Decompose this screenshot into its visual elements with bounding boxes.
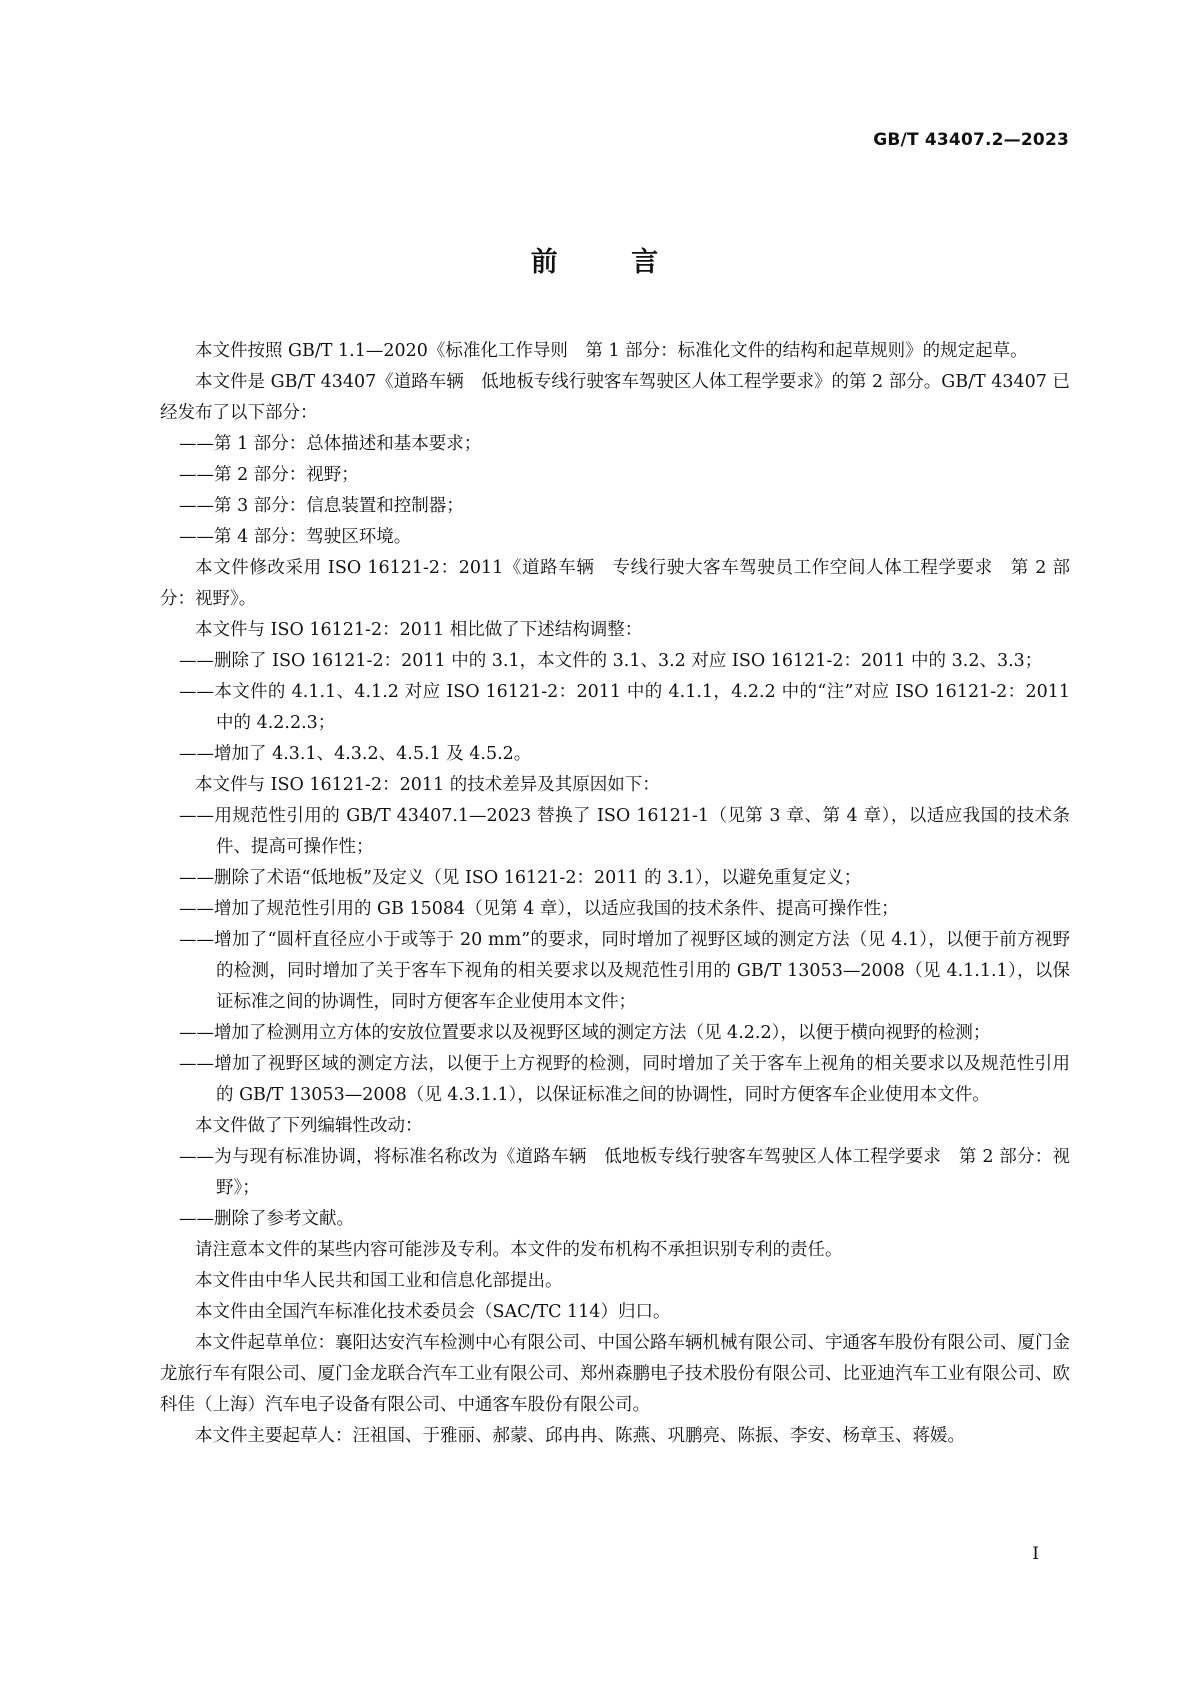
paragraph: 请注意本文件的某些内容可能涉及专利。本文件的发布机构不承担识别专利的责任。 bbox=[195, 1240, 843, 1260]
list-item: ——增加了“圆杆直径应小于或等于 20 mm”的要求，同时增加了视野区域的测定方法（见 4.1），以便于前方视野的检测，同时增加了关于客车下视角的相关要求以及规范性引用的 GB/T 13053—2008（见 4.1.1.1），以保证标准之间的协调性，同时方便客车企业使用本文件； bbox=[179, 930, 1070, 1012]
paragraph: 本文件做了下列编辑性改动： bbox=[195, 1116, 423, 1136]
list-item: ——第 4 部分：驾驶区环境。 bbox=[179, 527, 412, 547]
paragraph: 本文件与 ISO 16121-2：2011 相比做了下述结构调整： bbox=[195, 620, 643, 640]
paragraph: 本文件是 GB/T 43407《道路车辆 低地板专线行驶客车驾驶区人体工程学要求》的第 2 部分。GB/T 43407 已经发布了以下部分： bbox=[160, 372, 1070, 423]
paragraph: 本文件按照 GB/T 1.1—2020《标准化工作导则 第 1 部分：标准化文件的结构和起草规则》的规定起草。 bbox=[195, 341, 1028, 361]
page-title: 前 言 bbox=[530, 247, 661, 278]
list-item: ——增加了视野区域的测定方法，以便于上方视野的检测，同时增加了关于客车上视角的相关要求以及规范性引用的 GB/T 13053—2008（见 4.3.1.1），以保证标准之间的协调性，同时方便客车企业使用本文件。 bbox=[179, 1054, 1070, 1105]
paragraph: 本文件与 ISO 16121-2：2011 的技术差异及其原因如下： bbox=[195, 775, 660, 795]
paragraph: 本文件主要起草人：汪祖国、于雅丽、郝蒙、邱冉冉、陈燕、巩鹏亮、陈振、李安、杨章玉、蒋媛。 bbox=[195, 1426, 965, 1446]
list-item: ——删除了术语“低地板”及定义（见 ISO 16121-2：2011 的 3.1），以避免重复定义； bbox=[179, 868, 862, 888]
paragraph: 本文件由全国汽车标准化技术委员会（SAC/TC 114）归口。 bbox=[195, 1302, 671, 1322]
paragraph: 本文件由中华人民共和国工业和信息化部提出。 bbox=[195, 1271, 563, 1291]
paragraph: 本文件起草单位：襄阳达安汽车检测中心有限公司、中国公路车辆机械有限公司、宇通客车股份有限公司、厦门金龙旅行车有限公司、厦门金龙联合汽车工业有限公司、郑州森鹏电子技术股份有限公司、比亚迪汽车工业有限公司、欧科佳（上海）汽车电子设备有限公司、中通客车股份有限公司。 bbox=[160, 1333, 1070, 1415]
list-item: ——增加了 4.3.1、4.3.2、4.5.1 及 4.5.2。 bbox=[179, 744, 532, 764]
list-item: ——第 1 部分：总体描述和基本要求； bbox=[179, 434, 482, 454]
list-item: ——用规范性引用的 GB/T 43407.1—2023 替换了 ISO 16121-1（见第 3 章、第 4 章），以适应我国的技术条件、提高可操作性； bbox=[179, 806, 1070, 857]
standard-code-header: GB/T 43407.2—2023 bbox=[873, 130, 1069, 150]
list-item: ——本文件的 4.1.1、4.1.2 对应 ISO 16121-2：2011 中的 4.1.1，4.2.2 中的“注”对应 ISO 16121-2：2011 中的 4.2.2.3； bbox=[179, 682, 1070, 733]
list-item: ——删除了参考文献。 bbox=[179, 1209, 354, 1229]
page-number: Ⅰ bbox=[1032, 1544, 1039, 1564]
list-item: ——为与现有标准协调，将标准名称改为《道路车辆 低地板专线行驶客车驾驶区人体工程学要求 第 2 部分：视野》； bbox=[179, 1147, 1070, 1198]
list-item: ——增加了检测用立方体的安放位置要求以及视野区域的测定方法（见 4.2.2），以便于横向视野的检测； bbox=[179, 1023, 991, 1043]
list-item: ——第 2 部分：视野； bbox=[179, 465, 359, 485]
foreword-body bbox=[160, 336, 1070, 1452]
paragraph: 本文件修改采用 ISO 16121-2：2011《道路车辆 专线行驶大客车驾驶员工作空间人体工程学要求 第 2 部分：视野》。 bbox=[160, 558, 1070, 609]
list-item: ——增加了规范性引用的 GB 15084（见第 4 章），以适应我国的技术条件、提高可操作性； bbox=[179, 899, 899, 919]
list-item: ——删除了 ISO 16121-2：2011 中的 3.1，本文件的 3.1、3.2 对应 ISO 16121-2：2011 中的 3.2、3.3； bbox=[179, 651, 1043, 671]
list-item: ——第 3 部分：信息装置和控制器； bbox=[179, 496, 464, 516]
